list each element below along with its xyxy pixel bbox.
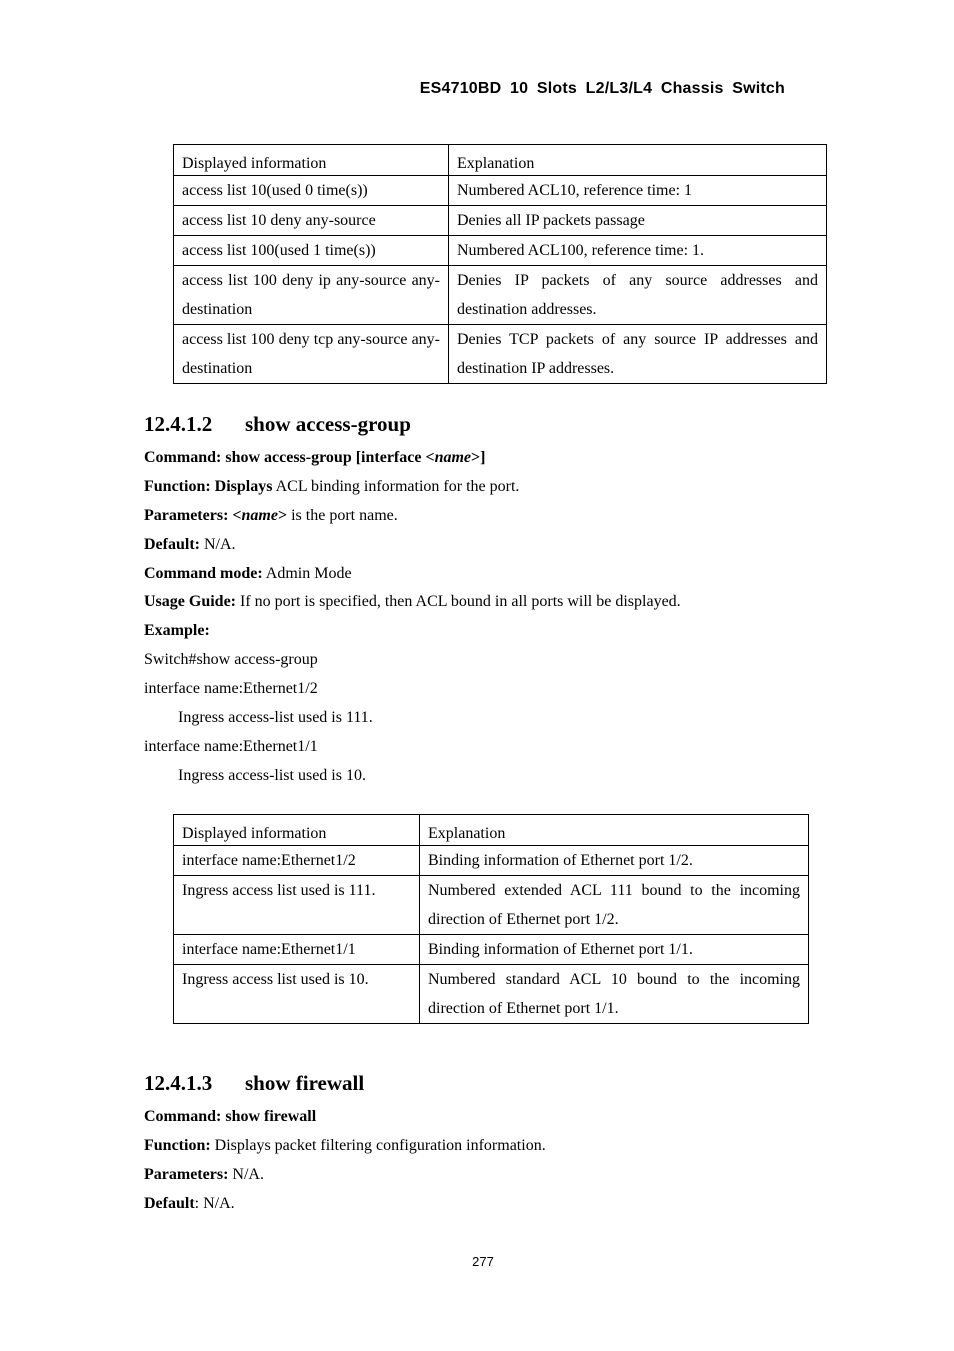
table-cell: access list 10 deny any-source [174,206,449,236]
table-cell: access list 100(used 1 time(s)) [174,236,449,266]
example-line: Switch#show access-group [144,651,318,668]
table-cell: Ingress access list used is 111. [174,876,420,935]
default-line [144,1195,235,1213]
table-row [174,325,827,384]
table-cell: Numbered extended ACL 111 bound to the incoming direction of Ethernet port 1/2. [420,876,809,935]
table-header-cell: Displayed information [174,815,420,846]
command-param: name [434,449,472,466]
parameters-label: Parameters: [144,1166,229,1183]
command-line [144,449,485,467]
function-text: Displays packet filtering configuration information. [210,1137,546,1154]
mode-text: Admin Mode [262,565,352,582]
table-row [174,965,809,1024]
table-row [174,236,827,266]
table-row [174,206,827,236]
table-cell: Binding information of Ethernet port 1/1. [420,935,809,965]
table-cell: access list 10(used 0 time(s)) [174,176,449,206]
parameters-line [144,1166,264,1184]
table-row [174,266,827,325]
table-cell: Binding information of Ethernet port 1/2. [420,846,809,876]
command-end: >] [471,449,486,466]
example-line: Ingress access-list used is 10. [178,767,366,784]
table-cell: interface name:Ethernet1/1 [174,935,420,965]
table-cell: Ingress access list used is 10. [174,965,420,1024]
table-row [174,176,827,206]
command-mode-line [144,565,352,583]
table-header-cell: Displayed information [174,145,449,176]
table-row [174,876,809,935]
table-row [174,935,809,965]
table-header-cell: Explanation [449,145,827,176]
usage-guide-line [144,593,681,611]
section-number: 12.4.1.3 [144,1071,213,1095]
page-header: ES4710BD 10 Slots L2/L3/L4 Chassis Switch [419,80,785,97]
section-title: show access-group [245,412,411,436]
page-number: 277 [472,1254,494,1269]
parameters-text: is the port name. [287,507,398,524]
table-cell: interface name:Ethernet1/2 [174,846,420,876]
parameters-line [144,507,398,525]
table-cell: Numbered ACL100, reference time: 1. [449,236,827,266]
parameters-label: Parameters: < [144,507,242,524]
acl-display-table [173,144,827,384]
usage-label: Usage Guide: [144,593,236,610]
table-cell: access list 100 deny tcp any-source any-destination [174,325,449,384]
function-label: Function: Displays [144,478,273,495]
default-text: : N/A. [194,1195,235,1212]
table-row [174,846,809,876]
table-cell: Numbered ACL10, reference time: 1 [449,176,827,206]
mode-label: Command mode: [144,565,263,582]
section-heading-show-firewall [144,1071,364,1096]
command-label: Command: show access-group [interface < [144,449,435,466]
table-header-row [174,145,827,176]
table-cell: access list 100 deny ip any-source any-destination [174,266,449,325]
default-line [144,536,236,554]
table-header-row [174,815,809,846]
access-group-display-table [173,814,809,1024]
table-cell: Denies all IP packets passage [449,206,827,236]
table-cell: Numbered standard ACL 10 bound to the incoming direction of Ethernet port 1/1. [420,965,809,1024]
example-line: interface name:Ethernet1/1 [144,738,318,755]
example-line: interface name:Ethernet1/2 [144,680,318,697]
table-cell: Denies IP packets of any source addresses and destination addresses. [449,266,827,325]
default-label: Default: [144,536,200,553]
section-title: show firewall [245,1071,365,1095]
function-line [144,1137,546,1155]
example-label: Example: [144,622,210,639]
example-line: Ingress access-list used is 111. [178,709,373,726]
default-label: Default [144,1195,195,1212]
function-label: Function: [144,1137,211,1154]
usage-text: If no port is specified, then ACL bound in all ports will be displayed. [236,593,681,610]
default-text: N/A. [199,536,236,553]
table-cell: Denies TCP packets of any source IP addresses and destination IP addresses. [449,325,827,384]
command-line: Command: show firewall [144,1108,317,1125]
parameters-param: name [241,507,278,524]
function-text: ACL binding information for the port. [272,478,520,495]
section-heading-show-access-group [144,412,411,437]
function-line [144,478,519,496]
table-header-cell: Explanation [420,815,809,846]
section-number: 12.4.1.2 [144,412,213,436]
parameters-text: N/A. [228,1166,264,1183]
parameters-end: > [277,507,288,524]
